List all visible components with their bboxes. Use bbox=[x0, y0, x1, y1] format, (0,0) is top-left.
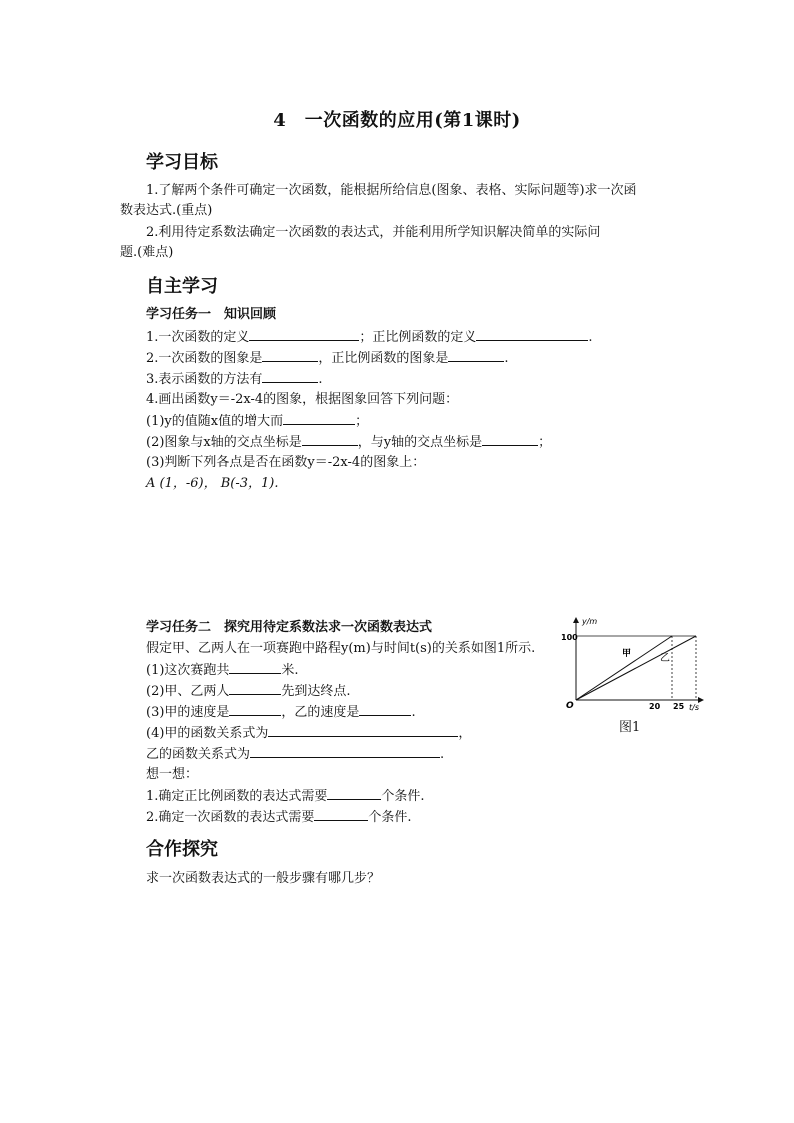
t2-q2-end: 先到达终点. bbox=[281, 684, 351, 699]
t2-q2-text: (2)甲、乙两人 bbox=[146, 684, 230, 699]
self-study-heading: 自主学习 bbox=[146, 276, 218, 297]
answer-blank[interactable] bbox=[229, 702, 281, 716]
cooperation-heading: 合作探究 bbox=[146, 839, 218, 860]
answer-blank[interactable] bbox=[283, 411, 355, 425]
x-axis-label: t/s bbox=[689, 703, 699, 712]
task1-q4-2 bbox=[146, 432, 551, 453]
t2-q3-text-a: (3)甲的速度是 bbox=[146, 705, 230, 720]
answer-blank[interactable] bbox=[314, 807, 368, 821]
task2-title: 学习任务二 探究用待定系数法求一次函数表达式 bbox=[146, 620, 433, 635]
task1-q2 bbox=[146, 348, 509, 369]
objective-1-line1: 1.了解两个条件可确定一次函数，能根据所给信息(图象、表格、实际问题等)求一次函 bbox=[146, 183, 637, 198]
t2-q4-text-a: (4)甲的函数关系式为 bbox=[146, 726, 269, 741]
task1-q1 bbox=[146, 327, 593, 348]
task2-q4 bbox=[146, 723, 471, 744]
answer-blank[interactable] bbox=[262, 348, 318, 362]
page-title: 4 一次函数的应用(第1课时) bbox=[273, 110, 521, 131]
answer-blank[interactable] bbox=[250, 744, 440, 758]
q1-text-a: 1.一次函数的定义 bbox=[146, 330, 250, 345]
task2-q2 bbox=[146, 681, 351, 702]
t2-q1-text: (1)这次赛跑共 bbox=[146, 663, 230, 678]
t2-q3-end: . bbox=[411, 705, 416, 720]
q4-2-text-a: (2)图象与x轴的交点坐标是 bbox=[146, 435, 302, 450]
series-label-yi: 乙 bbox=[660, 653, 670, 664]
t2-q3-text-b: ，乙的速度是 bbox=[281, 705, 360, 720]
think-1 bbox=[146, 786, 425, 807]
task1-q3 bbox=[146, 369, 323, 390]
q4-2-text-b: ，与y轴的交点坐标是 bbox=[357, 435, 483, 450]
series-label-jia: 甲 bbox=[622, 649, 632, 659]
answer-blank[interactable] bbox=[229, 681, 281, 695]
plot-area bbox=[576, 636, 696, 700]
think-heading: 想一想： bbox=[146, 767, 199, 782]
task1-q4-3: (3)判断下列各点是否在函数y＝-2x-4的图象上： bbox=[146, 455, 426, 470]
q3-text-a: 3.表示函数的方法有 bbox=[146, 372, 263, 387]
x-tick-20: 20 bbox=[649, 702, 661, 711]
t2-q1-end: 米. bbox=[281, 663, 299, 678]
answer-blank[interactable] bbox=[302, 432, 358, 446]
task1-points: A (1，-6)， B(-3，1). bbox=[146, 476, 279, 491]
answer-blank[interactable] bbox=[262, 369, 318, 383]
series-line-jia bbox=[576, 636, 672, 700]
task2-intro: 假定甲、乙两人在一项赛跑中路程y(m)与时间t(s)的关系如图1所示. bbox=[146, 641, 536, 656]
x-tick-25: 25 bbox=[673, 702, 685, 711]
task1-title: 学习任务一 知识回顾 bbox=[146, 307, 277, 322]
series-line-yi bbox=[576, 636, 696, 700]
task2-q4b bbox=[146, 744, 444, 765]
objectives-heading: 学习目标 bbox=[146, 152, 218, 173]
objective-1-line2: 数表达式.(重点) bbox=[120, 203, 213, 218]
task2-q3 bbox=[146, 702, 416, 723]
q2-end: . bbox=[504, 351, 509, 366]
think-2-text: 2.确定一次函数的表达式需要 bbox=[146, 810, 315, 825]
objective-2-line2: 题.(难点) bbox=[120, 245, 174, 260]
answer-blank[interactable] bbox=[229, 660, 281, 674]
q2-text-b: ，正比例函数的图象是 bbox=[318, 351, 449, 366]
think-2 bbox=[146, 807, 412, 828]
answer-blank[interactable] bbox=[268, 723, 458, 737]
y-tick-100: 100 bbox=[561, 633, 578, 642]
cooperation-question: 求一次函数表达式的一般步骤有哪几步？ bbox=[146, 871, 381, 886]
y-axis-label: y/m bbox=[582, 617, 598, 626]
answer-blank[interactable] bbox=[327, 786, 381, 800]
objective-2-line1: 2.利用待定系数法确定一次函数的表达式，并能利用所学知识解决简单的实际问 bbox=[146, 225, 601, 240]
q1-end: . bbox=[588, 330, 593, 345]
t2-q4b-end: . bbox=[440, 747, 445, 762]
answer-blank[interactable] bbox=[448, 348, 504, 362]
task1-q4: 4.画出函数y＝-2x-4的图象，根据图象回答下列问题： bbox=[146, 392, 459, 407]
q4-1-end: ； bbox=[355, 414, 369, 429]
answer-blank[interactable] bbox=[359, 702, 411, 716]
origin-label: O bbox=[566, 701, 574, 711]
task2-q1 bbox=[146, 660, 299, 681]
q4-2-end: ； bbox=[538, 435, 552, 450]
figure-caption: 图1 bbox=[619, 720, 641, 735]
q1-text-b: ；正比例函数的定义 bbox=[359, 330, 477, 345]
task1-q4-1 bbox=[146, 411, 368, 432]
answer-blank[interactable] bbox=[476, 327, 588, 341]
q2-text-a: 2.一次函数的图象是 bbox=[146, 351, 263, 366]
think-2-end: 个条件. bbox=[368, 810, 412, 825]
q3-end: . bbox=[318, 372, 323, 387]
think-1-text: 1.确定正比例函数的表达式需要 bbox=[146, 789, 328, 804]
answer-blank[interactable] bbox=[249, 327, 359, 341]
q4-1-text: (1)y的值随x值的增大而 bbox=[146, 414, 284, 429]
t2-q4-end: ， bbox=[458, 726, 472, 741]
answer-blank[interactable] bbox=[482, 432, 538, 446]
think-1-end: 个条件. bbox=[381, 789, 425, 804]
t2-q4-text-b: 乙的函数关系式为 bbox=[146, 747, 251, 762]
